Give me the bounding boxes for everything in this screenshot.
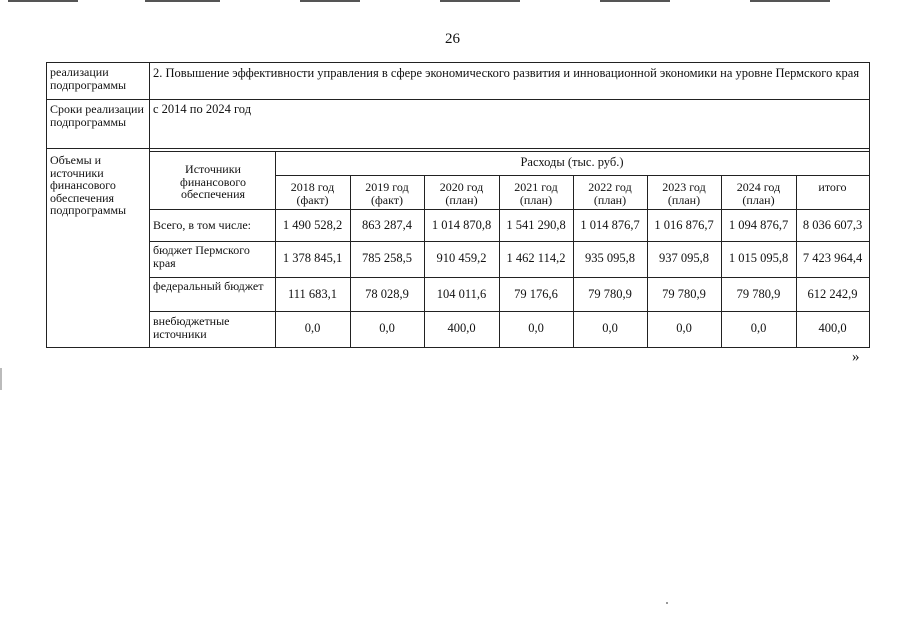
value-cell: 400,0 [447, 321, 476, 335]
value-cell: 0,0 [750, 321, 767, 335]
value-cell: 1 490 528,2 [282, 218, 343, 232]
scan-margin-mark [0, 368, 2, 390]
value-cell: 1 014 876,7 [580, 218, 640, 232]
source-total: Всего, в том числе: [153, 218, 251, 232]
value-cell: 0,0 [528, 321, 544, 335]
volumes-label: Объемы и источники финансового обеспечения подпрограммы [50, 153, 127, 217]
year-kind: (план) [742, 192, 775, 207]
total-header: итого [818, 180, 847, 194]
value-cell: 79 780,9 [588, 287, 632, 301]
year-kind: (план) [593, 192, 627, 207]
value-cell: 863 287,4 [362, 218, 412, 232]
goals-label: реализации подпрограммы [50, 65, 127, 92]
year-label: 2019 год [365, 180, 409, 194]
data-row-divider [149, 311, 869, 312]
source-extrabudgetary: внебюджетные источники [153, 314, 230, 341]
value-cell-total: 8 036 607,3 [802, 218, 863, 232]
terms-value: с 2014 по 2024 год [153, 102, 252, 116]
year-kind: (факт) [296, 192, 329, 207]
value-cell: 1 541 290,8 [506, 218, 566, 232]
year-label: 2024 год [736, 180, 781, 194]
value-cell: 104 011,6 [436, 287, 487, 301]
value-cell: 785 258,5 [362, 251, 412, 265]
scan-speck [666, 602, 668, 604]
terms-label: Сроки реализации подпрограммы [50, 102, 144, 129]
year-kind: (план) [667, 192, 701, 207]
row-divider [47, 148, 869, 149]
value-cell-total: 7 423 964,4 [802, 251, 863, 265]
value-cell: 935 095,8 [585, 251, 635, 265]
value-cell: 937 095,8 [659, 251, 709, 265]
value-cell: 0,0 [304, 321, 321, 335]
value-cell: 1 378 845,1 [282, 251, 343, 265]
goals-value: 2. Повышение эффективности управления в сфере экономического развития и инновационной экономики на уровне Пермского края [153, 66, 860, 80]
page-top-edge [0, 0, 905, 4]
value-cell: 79 780,9 [736, 287, 781, 301]
year-header-2020 [424, 181, 499, 206]
value-cell: 79 176,6 [514, 287, 558, 301]
year-header-2021 [499, 181, 573, 206]
header-top-divider [149, 151, 869, 152]
header-bottom-divider [149, 209, 869, 210]
source-federal-budget: федеральный бюджет [153, 279, 264, 293]
year-header-2024 [721, 181, 796, 206]
value-cell: 1 462 114,2 [506, 251, 566, 265]
value-cell: 910 459,2 [436, 251, 487, 265]
year-header-2023 [647, 181, 721, 206]
value-cell-total: 400,0 [818, 321, 847, 335]
source-header: Источники финансового обеспечения [180, 162, 246, 201]
value-cell: 78 028,9 [365, 287, 409, 301]
year-header-2018 [275, 181, 350, 206]
value-cell: 111 683,1 [287, 287, 338, 301]
value-cell-total: 612 242,9 [807, 287, 858, 301]
value-cell: 1 094 876,7 [728, 218, 789, 232]
source-regional-budget: бюджет Пермского края [153, 243, 250, 270]
value-cell: 79 780,9 [662, 287, 706, 301]
year-kind: (план) [519, 192, 553, 207]
expenses-header: Расходы (тыс. руб.) [520, 155, 624, 169]
value-cell: 1 016 876,7 [654, 218, 714, 232]
year-kind: (факт) [370, 192, 403, 207]
year-header-2019 [350, 181, 424, 206]
year-label: 2022 год [588, 180, 632, 194]
data-row-divider [149, 277, 869, 278]
page-number: 26 [445, 31, 460, 47]
value-cell: 1 014 870,8 [431, 218, 492, 232]
year-kind: (план) [445, 192, 478, 207]
value-cell: 0,0 [379, 321, 395, 335]
closing-quote: » [852, 349, 860, 365]
passport-table [46, 62, 870, 348]
value-cell: 0,0 [602, 321, 618, 335]
year-label: 2021 год [514, 180, 558, 194]
row-divider [47, 99, 869, 100]
year-label: 2018 год [290, 180, 335, 194]
header-divider [275, 175, 869, 176]
year-label: 2020 год [439, 180, 484, 194]
data-row-divider [149, 241, 869, 242]
label-column-divider [149, 63, 150, 347]
year-label: 2023 год [662, 180, 706, 194]
value-cell: 0,0 [676, 321, 692, 335]
value-cell: 1 015 095,8 [728, 251, 789, 265]
year-header-2022 [573, 181, 647, 206]
